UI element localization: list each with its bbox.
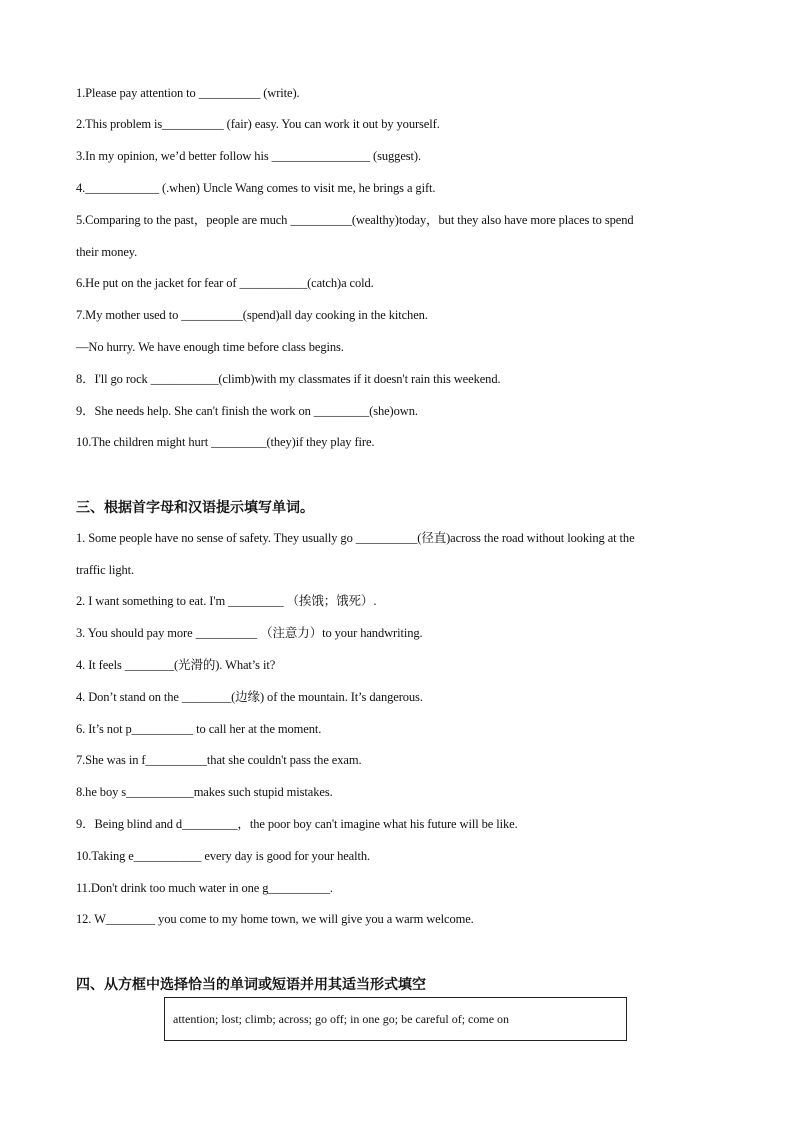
exercise-line: 3.In my opinion, we’d better follow his ________________ (suggest). (76, 149, 421, 163)
exercise-line: 1.Please pay attention to __________ (write). (76, 86, 300, 100)
exercise-line: 10.Taking e___________ every day is good for your health. (76, 849, 371, 863)
exercise-line: 2. I want something to eat. I'm _________ （挨饿；饿死）. (76, 594, 377, 608)
word-bank-box (164, 997, 627, 1041)
section-3-heading: 三、根据首字母和汉语提示填写单词。 (76, 500, 314, 516)
exercise-line: —No hurry. We have enough time before class begins. (76, 340, 344, 354)
section-4-heading: 四、从方框中选择恰当的单词或短语并用其适当形式填空 (76, 977, 426, 993)
exercise-line: 11.Don't drink too much water in one g__________. (76, 881, 333, 895)
exercise-line: 2.This problem is__________ (fair) easy. You can work it out by yourself. (76, 117, 440, 131)
exercise-line: 12. W________ you come to my home town, we will give you a warm welcome. (76, 912, 474, 926)
exercise-line: 3. You should pay more __________ （注意力）to your handwriting. (76, 626, 423, 640)
exercise-line: 6.He put on the jacket for fear of ___________(catch)a cold. (76, 276, 374, 290)
exercise-line: 9．Being blind and d_________，the poor boy can't imagine what his future will be like. (76, 817, 518, 831)
exercise-line: 8.he boy s___________makes such stupid mistakes. (76, 785, 333, 799)
exercise-line: 4.____________ (.when) Uncle Wang comes to visit me, he brings a gift. (76, 181, 436, 195)
exercise-line: 8．I'll go rock ___________(climb)with my classmates if it doesn't rain this weekend. (76, 372, 501, 386)
exercise-line: 9．She needs help. She can't finish the work on _________(she)own. (76, 404, 418, 418)
exercise-line: traffic light. (76, 563, 135, 577)
exercise-line: 7.My mother used to __________(spend)all day cooking in the kitchen. (76, 308, 428, 322)
exercise-line: 7.She was in f__________that she couldn't pass the exam. (76, 753, 362, 767)
exercise-line: 5.Comparing to the past，people are much __________(wealthy)today，but they also have more places to spend (76, 213, 634, 227)
exercise-line: 4. It feels ________(光滑的). What’s it? (76, 658, 276, 672)
exercise-line: 1. Some people have no sense of safety. They usually go __________(径直)across the road without looking at the (76, 531, 635, 545)
exercise-line: their money. (76, 245, 138, 259)
exercise-line: 10.The children might hurt _________(they)if they play fire. (76, 435, 375, 449)
exercise-line: 6. It’s not p__________ to call her at the moment. (76, 722, 322, 736)
word-bank-text: attention; lost; climb; across; go off; in one go; be careful of; come on (173, 1012, 510, 1026)
exercise-line: 4. Don’t stand on the ________(边缘) of the mountain. It’s dangerous. (76, 690, 423, 704)
